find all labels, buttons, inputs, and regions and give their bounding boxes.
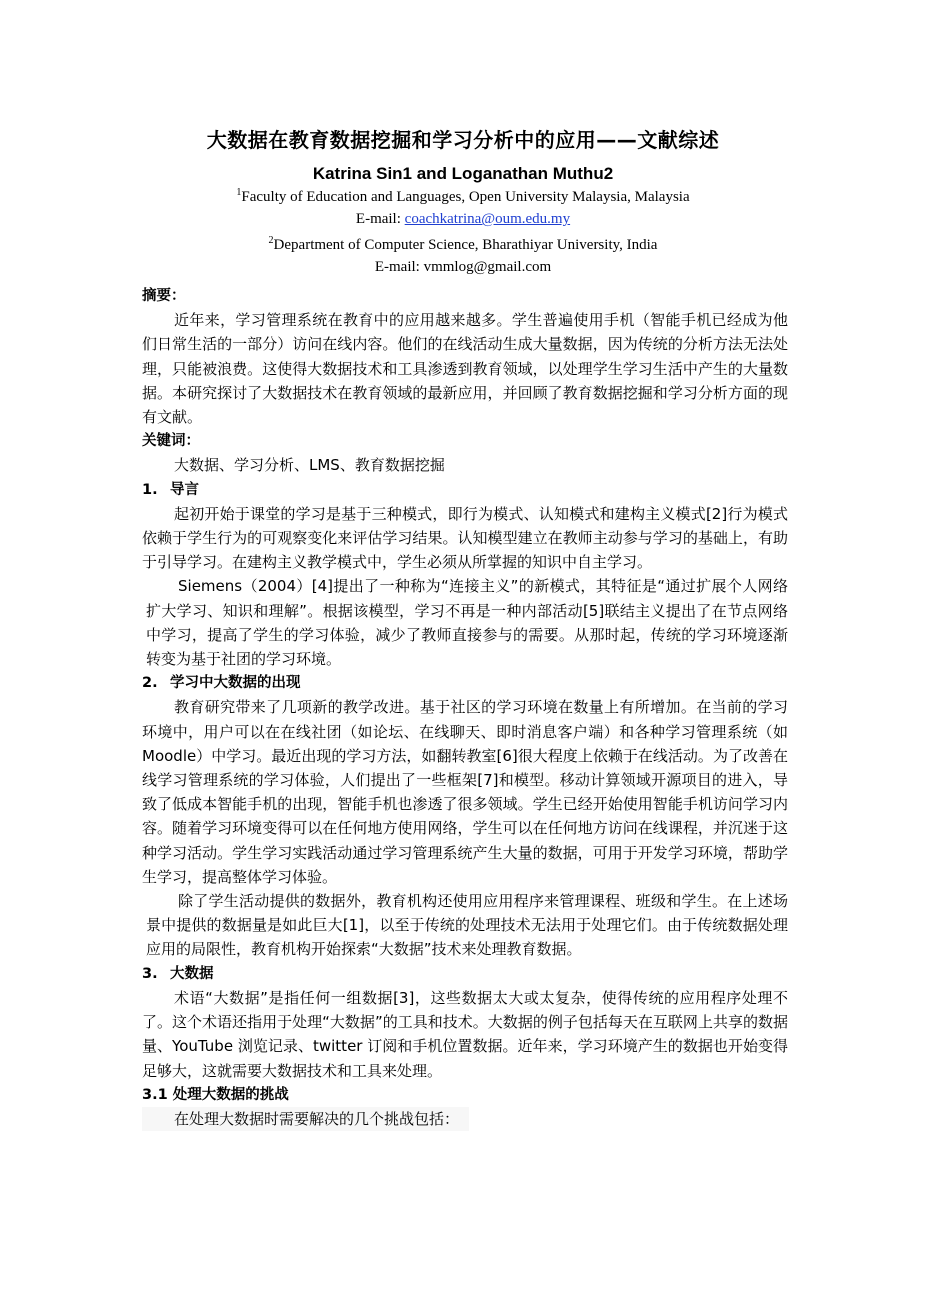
section-number: 1. <box>142 481 158 498</box>
section-3-heading <box>142 962 788 986</box>
affiliation-2-text: Department of Computer Science, Bharathiyar University, India <box>273 237 658 253</box>
section-3-paragraph-1: 术语“大数据”是指任何一组数据[3]，这些数据太大或太复杂，使得传统的应用程序处理不了。这个术语还指用于处理“大数据”的工具和技术。大数据的例子包括每天在互联网上共享的数据量、YouTube 浏览记录、twitter 订阅和手机位置数据。近年来，学习环境产生的数据也开始变得足够大，这就需要大数据技术和工具来处理。 <box>142 988 788 1080</box>
section-title: 学习中大数据的出现 <box>170 675 301 692</box>
email-label: E-mail: <box>374 259 424 275</box>
affiliation-1-text: Faculty of Education and Languages, Open University Malaysia, Malaysia <box>241 189 690 205</box>
affiliation-2-sup: 2 <box>268 235 274 246</box>
subsection-3-1-text: 在处理大数据时需要解决的几个挑战包括： <box>142 1107 469 1131</box>
section-number: 3. <box>142 965 158 982</box>
abstract-text: 近年来，学习管理系统在教育中的应用越来越多。学生普遍使用手机（智能手机已经成为他们日常生活的一部分）访问在线内容。他们的在线活动生成大量数据，因为传统的分析方法无法处理，只能被浪费。这使得大数据技术和工具渗透到教育领域，以处理学生学习生活中产生的大量数据。本研究探讨了大数据技术在教育领域的最新应用，并回顾了教育数据挖掘和学习分析方面的现有文献。 <box>142 311 788 427</box>
section-2-heading <box>142 671 788 695</box>
affiliation-1-sup: 1 <box>236 187 242 198</box>
section-1-paragraph-1: 起初开始于课堂的学习是基于三种模式，即行为模式、认知模式和建构主义模式[2]行为模式依赖于学生行为的可观察变化来评估学习结果。认知模型建立在教师主动参与学习的基础上，有助于引导学习。在建构主义教学模式中，学生必须从所掌握的知识中自主学习。 <box>142 504 788 572</box>
affiliation-1 <box>0 187 926 206</box>
subsection-3-1-heading: 3.1 处理大数据的挑战 <box>142 1086 289 1103</box>
email-2: vmmlog@gmail.com <box>423 259 552 275</box>
affiliation-2-email <box>0 259 926 276</box>
paper-body <box>142 284 788 1131</box>
section-title: 大数据 <box>170 965 214 982</box>
section-1-paragraph-2: Siemens（2004）[4]提出了一种称为“连接主义”的新模式，其特征是“通过扩展个人网络扩大学习、知识和理解”。根据该模型，学习不再是一种内部活动[5]联结主义提出了在节点网络中学习，提高了学生的学习体验，减少了教师直接参与的需要。从那时起，传统的学习环境逐渐转变为基于社团的学习环境。 <box>146 577 788 669</box>
keywords-text: 大数据、学习分析、LMS、教育数据挖掘 <box>174 456 445 475</box>
email-link-1[interactable]: coachkatrina@oum.edu.my <box>404 211 571 227</box>
section-2-paragraph-1: 教育研究带来了几项新的教学改进。基于社区的学习环境在数量上有所增加。在当前的学习环境中，用户可以在在线社团（如论坛、在线聊天、即时消息客户端）和各种学习管理系统（如 Moodle）中学习。最近出现的学习方法，如翻转教室[6]很大程度上依赖于在线活动。为了改善在线学习管理系统的学习体验，人们提出了一些框架[7]和模型。移动计算领域开源项目的进入，导致了低成本智能手机的出现，智能手机也渗透了很多领域。学生已经开始使用智能手机访问学习内容。随着学习环境变得可以在任何地方使用网络，学生可以在任何地方访问在线课程，并沉迷于这种学习活动。学生学习实践活动通过学习管理系统产生大量的数据，可用于开发学习环境，帮助学生学习，提高整体学习体验。 <box>142 698 788 886</box>
section-number: 2. <box>142 675 158 692</box>
abstract-label: 摘要： <box>142 288 186 304</box>
email-label: E-mail: <box>355 211 405 227</box>
section-2-paragraph-2: 除了学生活动提供的数据外，教育机构还使用应用程序来管理课程、班级和学生。在上述场景中提供的数据量是如此巨大[1]，以至于传统的处理技术无法用于处理它们。由于传统数据处理应用的局限性，教育机构开始探索“大数据”技术来处理教育数据。 <box>146 892 788 959</box>
affiliation-2 <box>0 235 926 254</box>
section-title: 导言 <box>170 481 199 498</box>
paper-title: 大数据在教育数据挖掘和学习分析中的应用——文献综述 <box>206 128 720 152</box>
paper-authors: Katrina Sin1 and Loganathan Muthu2 <box>312 164 614 183</box>
affiliation-1-email <box>0 211 926 228</box>
section-1-heading <box>142 478 788 502</box>
keywords-label: 关键词： <box>142 433 200 450</box>
